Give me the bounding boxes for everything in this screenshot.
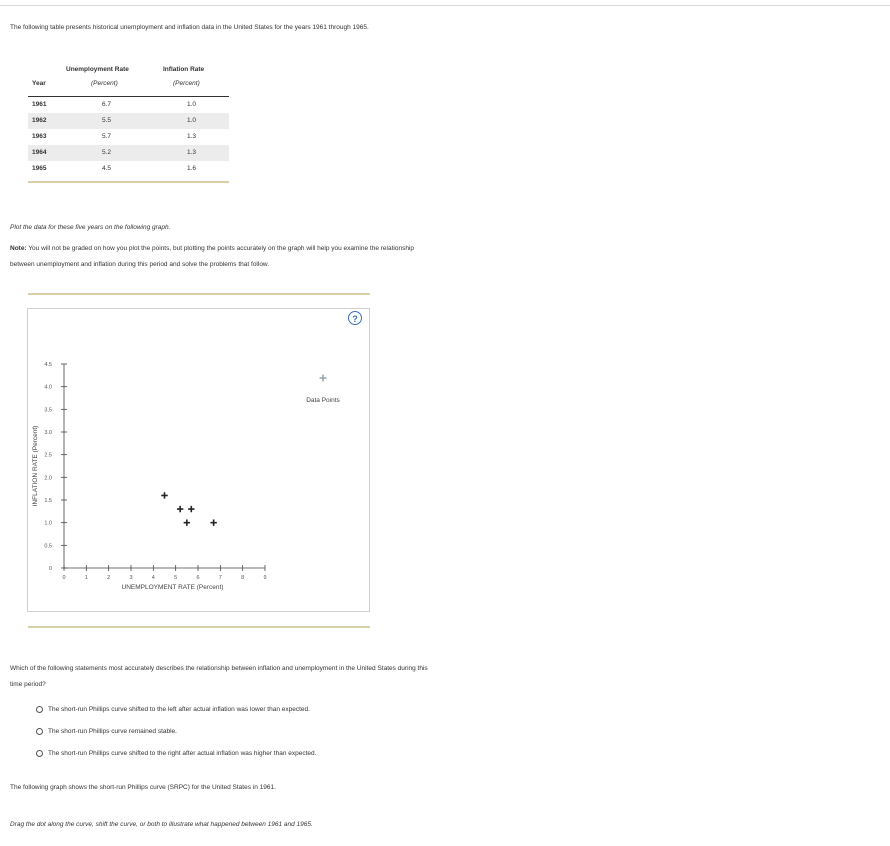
table-header (28, 62, 229, 97)
x-tick-label: 1 (84, 575, 88, 581)
y-axis-title: INFLATION RATE (Percent) (32, 425, 39, 507)
header-year: Year (32, 80, 46, 87)
srpc-intro-text: The following graph shows the short-run Phillips curve (SRPC) for the United States in 1961. (10, 784, 276, 791)
table-row (28, 97, 229, 113)
legend-label: Data Points (306, 397, 340, 404)
y-tick-label: 1.5 (44, 498, 52, 504)
table-row (28, 145, 229, 161)
y-tick-label: 4.0 (44, 384, 52, 391)
x-tick-label: 3 (129, 575, 133, 581)
x-tick-label: 4 (151, 575, 155, 581)
section-divider-top (28, 293, 370, 295)
option-3-label[interactable]: The short-run Phillips curve shifted to the right after actual inflation was higher than expected. (48, 750, 317, 757)
header-inflation-unit: (Percent) (173, 80, 200, 87)
top-divider (0, 5, 890, 6)
y-tick-label: 4.5 (44, 362, 52, 368)
note-text-1: You will not be graded on how you plot the points, but plotting the points accurately on the graph will help you examine the relationship (28, 245, 414, 252)
inflation-cell: 1.0 (187, 101, 197, 108)
header-unemployment: Unemployment Rate (66, 66, 129, 73)
option-1-radio[interactable] (36, 706, 43, 713)
option-2-radio[interactable] (36, 728, 43, 735)
year-cell: 1961 (32, 101, 47, 108)
y-tick-label: 0 (48, 566, 52, 572)
year-cell: 1962 (32, 117, 47, 124)
inflation-cell: 1.3 (187, 149, 197, 156)
year-cell: 1964 (32, 149, 47, 156)
y-tick-label: 2.0 (44, 475, 52, 482)
table-bottom-rule (28, 181, 229, 183)
question-line-2: time period? (10, 681, 46, 688)
note-line-1 (10, 245, 414, 252)
x-tick-label: 5 (174, 575, 178, 581)
unemployment-cell: 4.5 (102, 165, 112, 172)
unemployment-cell: 5.5 (102, 117, 112, 124)
option-2-label[interactable]: The short-run Phillips curve remained stable. (48, 728, 177, 735)
x-tick-label: 9 (263, 575, 267, 581)
option-3-radio[interactable] (36, 750, 43, 757)
table-row (28, 113, 229, 129)
y-tick-label: 3.5 (44, 407, 52, 414)
unemployment-cell: 6.7 (102, 101, 112, 108)
x-tick-label: 6 (196, 575, 200, 581)
inflation-cell: 1.6 (187, 165, 197, 172)
x-tick-label: 8 (241, 575, 245, 581)
intro-text: The following table presents historical unemployment and inflation data in the United States for the years 1961 through 1965. (10, 24, 369, 31)
year-cell: 1963 (32, 133, 47, 140)
note-label: Note: (10, 245, 27, 252)
unemployment-cell: 5.7 (102, 133, 112, 140)
table-row (28, 129, 229, 145)
x-tick-label: 0 (62, 575, 66, 581)
option-1-label[interactable]: The short-run Phillips curve shifted to the left after actual inflation was lower than expected. (48, 706, 310, 713)
y-tick-label: 3.0 (44, 430, 52, 436)
header-inflation: Inflation Rate (163, 66, 205, 73)
inflation-cell: 1.0 (187, 117, 197, 124)
x-tick-label: 7 (218, 575, 222, 581)
x-tick-label: 2 (107, 575, 111, 581)
y-tick-label: 2.5 (44, 452, 52, 459)
plot-instruction: Plot the data for these five years on the following graph. (10, 224, 171, 231)
question-line-1: Which of the following statements most accurately describes the relationship between inflation and unemployment in the United States during this (10, 665, 428, 672)
graph-panel[interactable] (27, 308, 370, 612)
header-unemployment-unit: (Percent) (91, 80, 118, 87)
year-cell: 1965 (32, 165, 47, 172)
y-tick-label: 0.5 (44, 543, 52, 550)
inflation-cell: 1.3 (187, 133, 197, 140)
note-text-2: between unemployment and inflation during this period and solve the problems that follow. (10, 261, 270, 268)
y-tick-label: 1.0 (44, 520, 52, 527)
x-axis-title: UNEMPLOYMENT RATE (Percent) (121, 584, 224, 591)
section-divider-bottom (28, 626, 370, 628)
unemployment-cell: 5.2 (102, 149, 112, 156)
data-table (28, 62, 229, 183)
help-icon[interactable]: ? (348, 311, 362, 325)
table-row (28, 161, 229, 177)
drag-instruction: Drag the dot along the curve, shift the curve, or both to illustrate what happened between 1961 and 1965. (10, 821, 313, 828)
